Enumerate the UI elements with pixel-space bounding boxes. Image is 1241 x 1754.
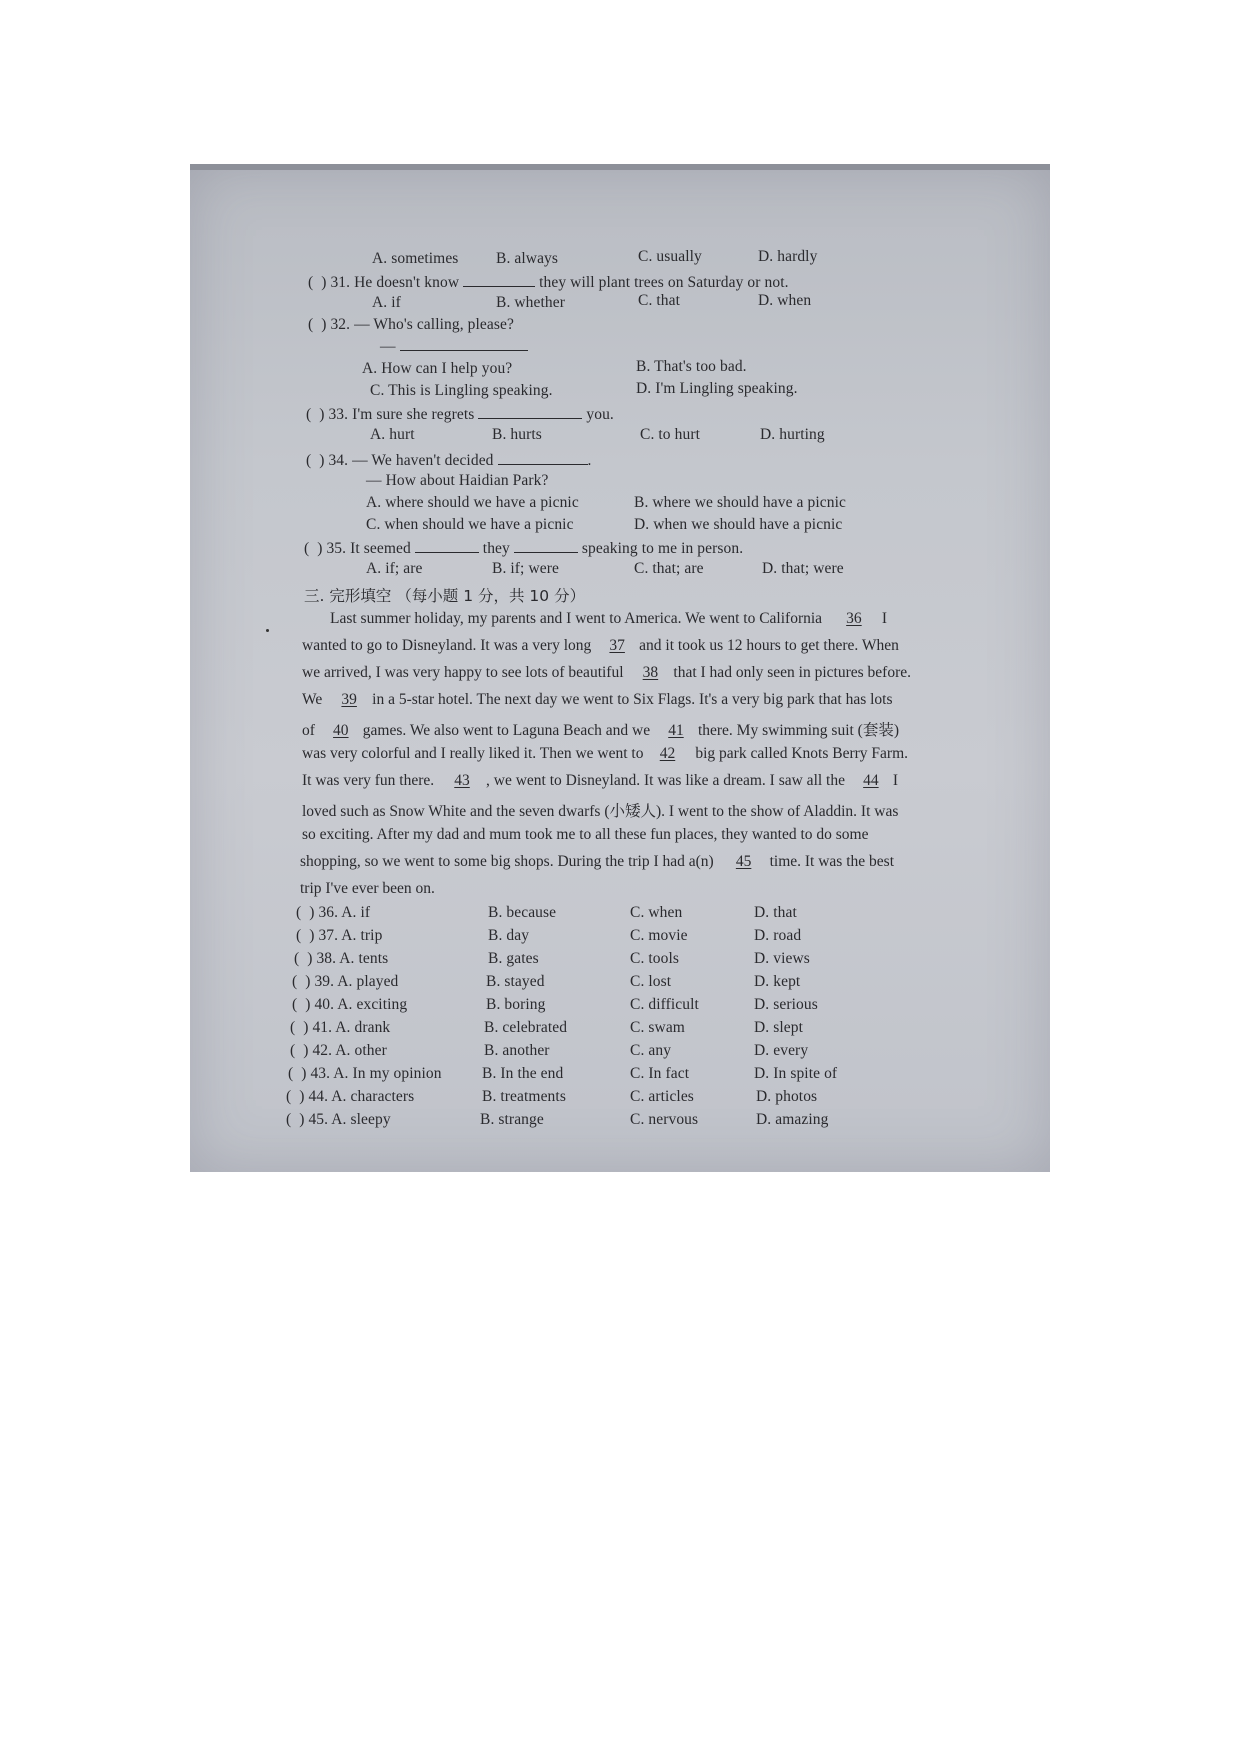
q32-option-c: C. This is Lingling speaking. bbox=[370, 382, 553, 399]
answer-row-42-d: D. every bbox=[754, 1042, 809, 1059]
answer-row-43-b: B. In the end bbox=[482, 1065, 564, 1082]
cloze-blank: 44 bbox=[863, 772, 879, 789]
question-32: ( ) 32. — Who's calling, please? bbox=[308, 316, 514, 333]
answer-row-45-d: D. amazing bbox=[756, 1111, 829, 1128]
q35-option-b: B. if; were bbox=[492, 560, 559, 577]
passage-line-6: was very colorful and I really liked it. Then we went to 42 big park called Knots Berry Farm. bbox=[302, 745, 908, 762]
answer-row-40-d: D. serious bbox=[754, 996, 818, 1013]
q30-option-d: D. hardly bbox=[758, 248, 818, 265]
answer-row-38-d: D. views bbox=[754, 950, 810, 967]
q35-option-c: C. that; are bbox=[634, 560, 704, 577]
answer-blank bbox=[514, 538, 578, 553]
answer-row-36-b: B. because bbox=[488, 904, 557, 921]
answer-row-44-d: D. photos bbox=[756, 1088, 818, 1105]
answer-row-42: ( ) 42. A. other bbox=[290, 1042, 387, 1059]
cloze-blank: 36 bbox=[846, 610, 862, 627]
q30-option-c: C. usually bbox=[638, 248, 702, 265]
answer-row-37: ( ) 37. A. trip bbox=[296, 927, 383, 944]
passage-line-2: wanted to go to Disneyland. It was a very long 37 and it took us 12 hours to get there. When bbox=[302, 637, 899, 654]
answer-row-39: ( ) 39. A. played bbox=[292, 973, 399, 990]
answer-row-41-d: D. slept bbox=[754, 1019, 804, 1036]
q33-option-c: C. to hurt bbox=[640, 426, 700, 443]
cloze-blank: 39 bbox=[341, 691, 357, 708]
answer-row-38: ( ) 38. A. tents bbox=[294, 950, 389, 967]
passage-line-5: of 40 games. We also went to Laguna Beach and we 41 there. My swimming suit (套装) bbox=[302, 722, 900, 739]
cloze-blank: 41 bbox=[668, 722, 684, 739]
answer-row-43-d: D. In spite of bbox=[754, 1065, 838, 1082]
answer-row-44-c: C. articles bbox=[630, 1088, 694, 1105]
q32-option-a: A. How can I help you? bbox=[362, 360, 513, 377]
answer-row-37-c: C. movie bbox=[630, 927, 688, 944]
answer-row-43-c: C. In fact bbox=[630, 1065, 690, 1082]
q35-option-a: A. if; are bbox=[366, 560, 423, 577]
q33-option-a: A. hurt bbox=[370, 426, 415, 443]
answer-row-45-c: C. nervous bbox=[630, 1111, 699, 1128]
question-34: ( ) 34. — We haven't decided . bbox=[306, 452, 592, 469]
passage-line-9: so exciting. After my dad and mum took me to all these fun places, they wanted to do some bbox=[302, 826, 869, 843]
q35-option-d: D. that; were bbox=[762, 560, 844, 577]
question-33: ( ) 33. I'm sure she regrets you. bbox=[306, 406, 614, 423]
q32-option-b: B. That's too bad. bbox=[636, 358, 747, 375]
answer-row-38-b: B. gates bbox=[488, 950, 539, 967]
answer-row-39-c: C. lost bbox=[630, 973, 672, 990]
q34-option-b: B. where we should have a picnic bbox=[634, 494, 846, 511]
question-31: ( ) 31. He doesn't know they will plant trees on Saturday or not. bbox=[308, 274, 789, 291]
passage-line-1: Last summer holiday, my parents and I went to America. We went to California 36 I bbox=[330, 610, 888, 627]
answer-row-42-c: C. any bbox=[630, 1042, 672, 1059]
answer-row-39-d: D. kept bbox=[754, 973, 801, 990]
answer-row-45: ( ) 45. A. sleepy bbox=[286, 1111, 391, 1128]
section-heading: 三. 完形填空 （每小题 1 分，共 10 分） bbox=[304, 587, 586, 605]
cloze-blank: 43 bbox=[454, 772, 470, 789]
passage-line-8: loved such as Snow White and the seven dwarfs (小矮人). I went to the show of Aladdin. It was bbox=[302, 803, 899, 820]
answer-row-42-b: B. another bbox=[484, 1042, 550, 1059]
q31-option-a: A. if bbox=[372, 294, 401, 311]
answer-row-40: ( ) 40. A. exciting bbox=[292, 996, 408, 1013]
q30-option-a: A. sometimes bbox=[372, 250, 459, 267]
answer-blank bbox=[478, 404, 582, 419]
passage-line-7: It was very fun there. 43 , we went to Disneyland. It was like a dream. I saw all the 44 I bbox=[302, 772, 899, 789]
exam-photo bbox=[190, 164, 1050, 1172]
q34-option-a: A. where should we have a picnic bbox=[366, 494, 579, 511]
q32-option-d: D. I'm Lingling speaking. bbox=[636, 380, 798, 397]
answer-row-45-b: B. strange bbox=[480, 1111, 544, 1128]
answer-row-44-b: B. treatments bbox=[482, 1088, 566, 1105]
answer-row-41-b: B. celebrated bbox=[484, 1019, 568, 1036]
answer-row-37-d: D. road bbox=[754, 927, 802, 944]
q31-option-c: C. that bbox=[638, 292, 681, 309]
passage-line-10: shopping, so we went to some big shops. During the trip I had a(n) 45 time. It was the best bbox=[300, 853, 894, 870]
cloze-blank: 40 bbox=[333, 722, 349, 739]
stray-mark bbox=[266, 629, 269, 632]
answer-row-43: ( ) 43. A. In my opinion bbox=[288, 1065, 442, 1082]
passage-line-11: trip I've ever been on. bbox=[300, 880, 435, 897]
cloze-blank: 45 bbox=[735, 853, 752, 870]
answer-row-41-c: C. swam bbox=[630, 1019, 685, 1036]
q31-option-d: D. when bbox=[758, 292, 812, 309]
answer-blank bbox=[400, 336, 528, 351]
answer-row-36-d: D. that bbox=[754, 904, 797, 921]
photo-top-edge bbox=[190, 164, 1050, 170]
q31-option-b: B. whether bbox=[496, 294, 566, 311]
q30-option-b: B. always bbox=[496, 250, 559, 267]
answer-row-41: ( ) 41. A. drank bbox=[290, 1019, 391, 1036]
answer-row-40-c: C. difficult bbox=[630, 996, 699, 1013]
answer-blank bbox=[498, 450, 588, 465]
cloze-blank: 37 bbox=[609, 637, 625, 654]
q33-option-d: D. hurting bbox=[760, 426, 825, 443]
cloze-blank: 38 bbox=[642, 664, 659, 681]
cloze-blank: 42 bbox=[659, 745, 676, 762]
q34-reply: — How about Haidian Park? bbox=[366, 472, 549, 489]
answer-row-44: ( ) 44. A. characters bbox=[286, 1088, 415, 1105]
q34-option-d: D. when we should have a picnic bbox=[634, 516, 843, 533]
answer-row-36-c: C. when bbox=[630, 904, 683, 921]
q33-option-b: B. hurts bbox=[492, 426, 542, 443]
answer-blank bbox=[463, 272, 535, 287]
q32-dialog-dash: — bbox=[380, 336, 528, 356]
passage-line-3: we arrived, I was very happy to see lots of beautiful 38 that I had only seen in pictures before. bbox=[302, 664, 911, 681]
q34-option-c: C. when should we have a picnic bbox=[366, 516, 574, 533]
answer-blank bbox=[415, 538, 479, 553]
answer-row-37-b: B. day bbox=[488, 927, 530, 944]
answer-row-39-b: B. stayed bbox=[486, 973, 545, 990]
answer-row-36: ( ) 36. A. if bbox=[296, 904, 371, 921]
answer-row-38-c: C. tools bbox=[630, 950, 680, 967]
question-35: ( ) 35. It seemed they speaking to me in person. bbox=[304, 540, 744, 557]
answer-row-40-b: B. boring bbox=[486, 996, 546, 1013]
passage-line-4: We 39 in a 5-star hotel. The next day we went to Six Flags. It's a very big park that has lots bbox=[302, 691, 893, 708]
